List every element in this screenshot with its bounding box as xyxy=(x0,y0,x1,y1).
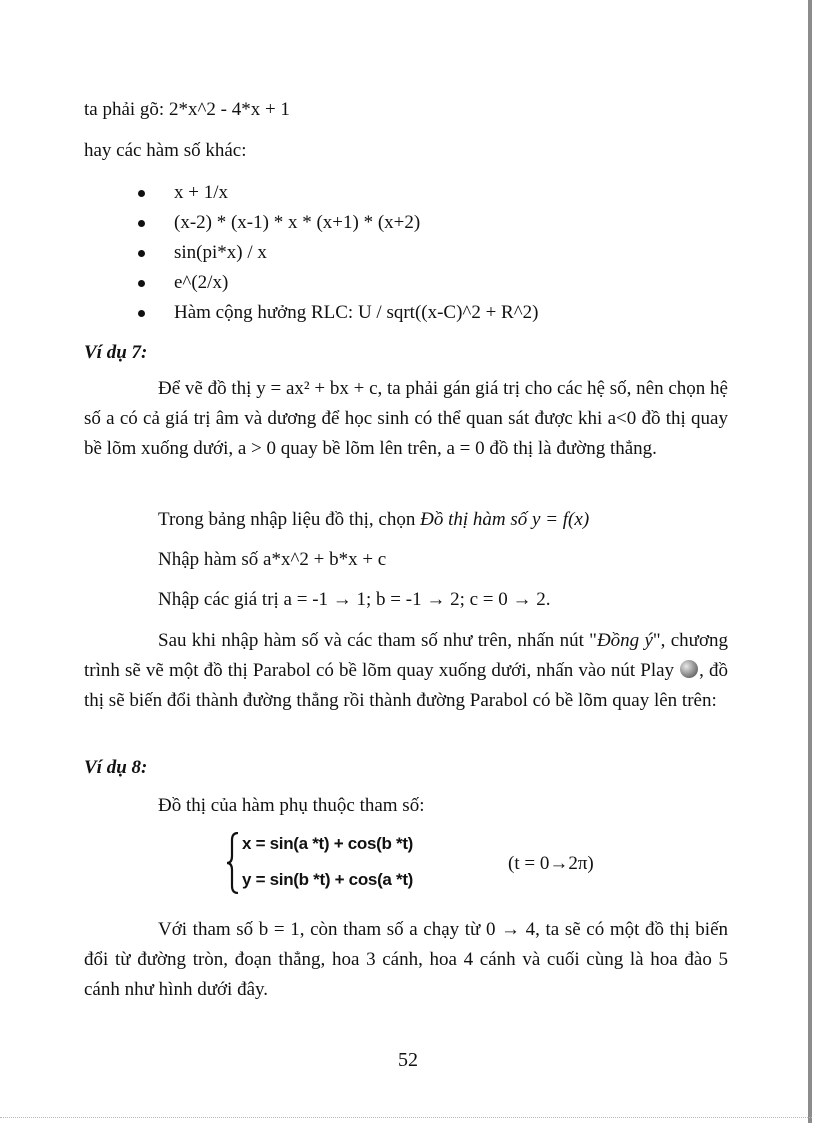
left-brace-icon xyxy=(226,832,240,894)
intro-line-1: ta phải gõ: 2*x^2 - 4*x + 1 xyxy=(84,99,290,120)
example-8-heading: Ví dụ 8: xyxy=(84,757,148,778)
parameter-range: (t = 0→2π) xyxy=(508,853,594,874)
para-2-text-a: Sau khi nhập hàm số và các tham số như trên, nhấn nút " xyxy=(158,630,597,651)
example-7-step-3: Nhập các giá trị a = -1 → 1; b = -1 → 2; c = 0 → 2. xyxy=(158,589,551,610)
para-2-text-c: , đồ thị sẽ biến đổi thành đường thẳng rồi thành đường Parabol có bề lõm quay lên trên: xyxy=(84,660,728,711)
intro-line-2: hay các hàm số khác: xyxy=(84,140,247,161)
equation-x: x = sin(a *t) + cos(b *t) xyxy=(242,834,414,853)
function-list xyxy=(134,178,538,328)
example-7-step-1 xyxy=(158,505,589,535)
step-1-italic-text: Đồ thị hàm số y = f(x) xyxy=(420,509,590,530)
example-8-paragraph-text: Với tham số b = 1, còn tham số a chạy từ 0 → 4, ta sẽ có một đồ thị biến đổi từ đường tròn, đoạn thẳng, hoa 3 cánh, hoa 4 cánh và cuối cùng là hoa đào 5 cánh như hình dưới đây. xyxy=(84,919,728,1000)
list-item: x + 1/x xyxy=(134,178,538,208)
example-7-paragraph-1 xyxy=(84,374,728,464)
list-item: sin(pi*x) / x xyxy=(134,238,538,268)
page-number: 52 xyxy=(398,1049,418,1071)
page-bottom-divider xyxy=(0,1117,812,1118)
list-item: (x-2) * (x-1) * x * (x+1) * (x+2) xyxy=(134,208,538,238)
step-1-text: Trong bảng nhập liệu đồ thị, chọn xyxy=(158,509,421,530)
para-2-text-b: ", chương trình sẽ vẽ một đồ thị Parabol có bề lõm quay xuống dưới, nhấn vào nút Play xyxy=(84,630,728,681)
list-item: e^(2/x) xyxy=(134,268,538,298)
example-8-intro: Đồ thị của hàm phụ thuộc tham số: xyxy=(158,795,425,816)
example-7-step-2: Nhập hàm số a*x^2 + b*x + c xyxy=(158,549,387,570)
example-7-paragraph-1-text: Để vẽ đồ thị y = ax² + bx + c, ta phải gán giá trị cho các hệ số, nên chọn hệ số a có cả giá trị âm và dương để học sinh có thể quan sát được khi a<0 đồ thị quay bề lõm xuống dưới, a > 0 quay bề lõm lên trên, a = 0 đồ thị là đường thẳng. xyxy=(84,378,728,459)
parametric-equation-system xyxy=(226,830,486,900)
play-button-icon xyxy=(680,660,698,678)
equation-y: y = sin(b *t) + cos(a *t) xyxy=(242,870,414,889)
example-7-paragraph-2 xyxy=(84,626,728,716)
example-8-paragraph xyxy=(84,915,728,1005)
dong-y-italic: Đồng ý xyxy=(596,630,653,651)
example-7-heading: Ví dụ 7: xyxy=(84,342,148,363)
list-item: Hàm cộng hưởng RLC: U / sqrt((x-C)^2 + R^2) xyxy=(134,298,538,328)
